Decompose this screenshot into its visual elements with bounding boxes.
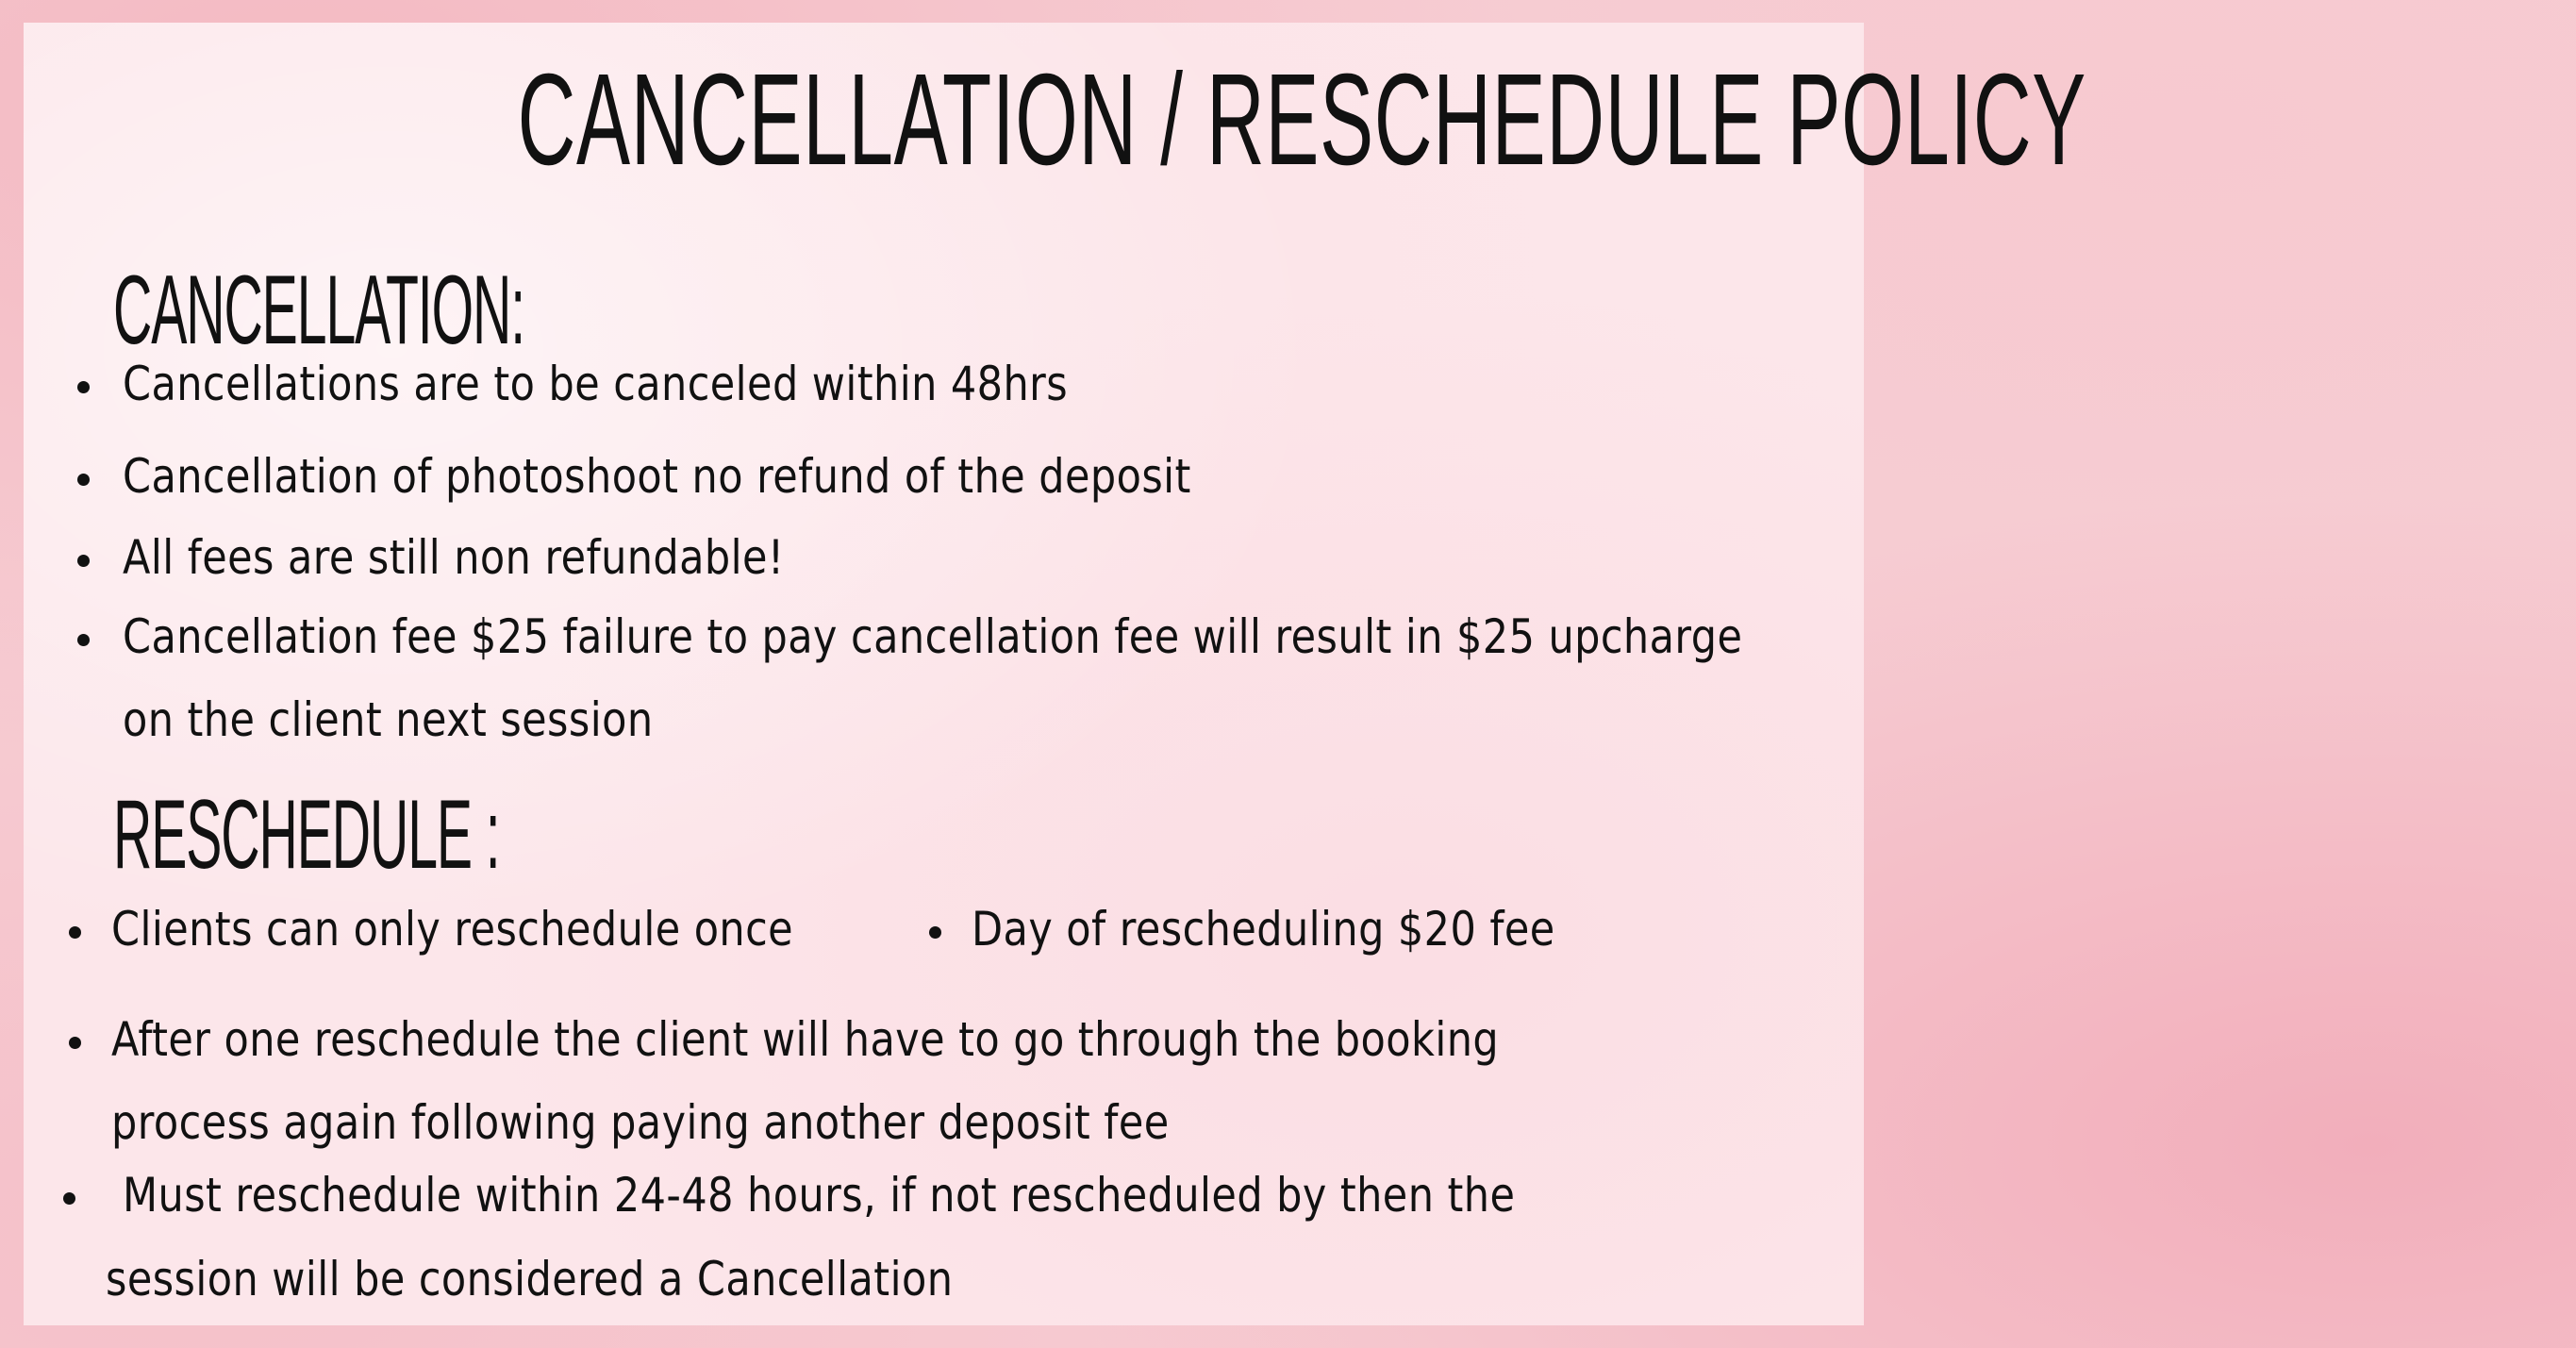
- list-item: Cancellation of photoshoot no refund of the deposit: [123, 436, 1365, 517]
- reschedule-heading: RESCHEDULE :: [113, 780, 500, 890]
- cancellation-heading: CANCELLATION:: [113, 256, 524, 365]
- list-item-continuation: process again following paying another deposit fee: [111, 1095, 1170, 1150]
- bullet-icon: [69, 926, 81, 939]
- list-item-continuation: session will be considered a Cancellation: [106, 1252, 954, 1306]
- bullet-icon: [77, 381, 90, 393]
- list-item: Must reschedule within 24-48 hours, if not rescheduled by then the: [123, 1155, 1742, 1236]
- page-title: CANCELLATION / RESCHEDULE POLICY: [517, 47, 2086, 192]
- bullet-icon: [69, 1037, 81, 1049]
- bullet-icon: [63, 1192, 75, 1205]
- list-item: Day of rescheduling $20 fee: [972, 889, 1650, 970]
- bullet-icon: [77, 474, 90, 486]
- bullet-icon: [929, 926, 941, 939]
- list-item: Cancellation fee $25 failure to pay cancellation fee will result in $25 upcharge: [123, 596, 2006, 677]
- list-item: Cancellations are to be canceled within 48hrs: [123, 343, 1222, 424]
- list-item: Clients can only reschedule once: [111, 889, 905, 970]
- bullet-icon: [77, 634, 90, 646]
- list-item: All fees are still non refundable!: [123, 517, 892, 598]
- list-item: After one reschedule the client will have to go through the booking: [111, 999, 1725, 1080]
- bullet-icon: [77, 555, 90, 567]
- list-item-continuation: on the client next session: [123, 692, 654, 747]
